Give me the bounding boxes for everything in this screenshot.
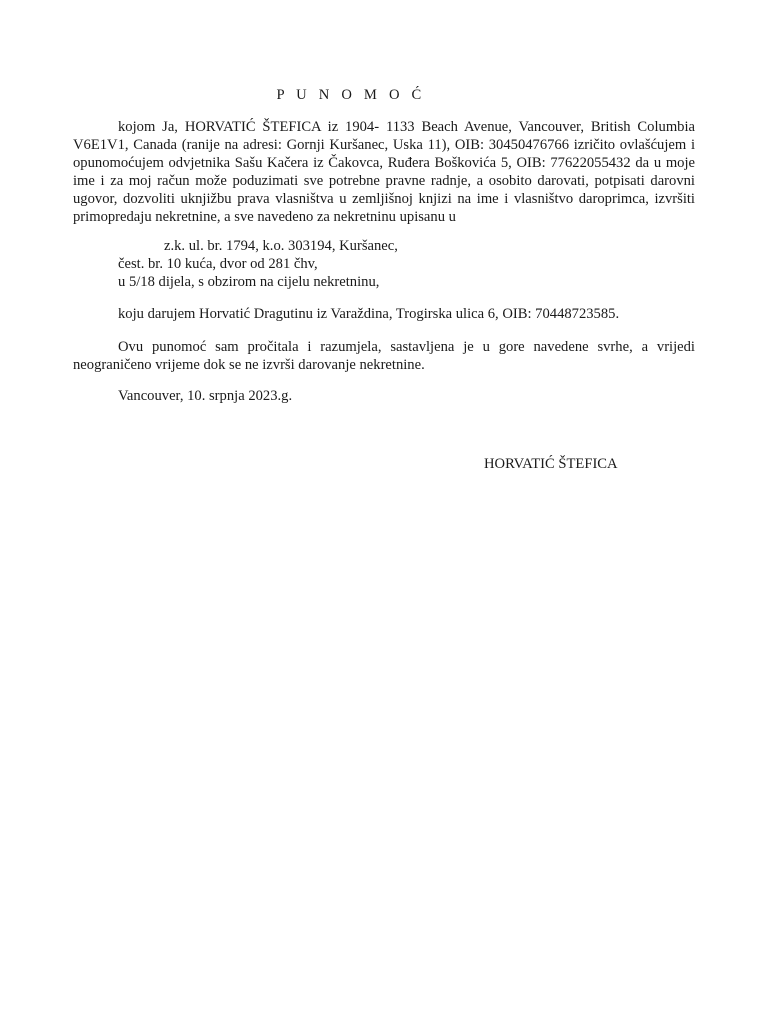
signature-name: HORVATIĆ ŠTEFICA	[484, 456, 618, 472]
place-date: Vancouver, 10. srpnja 2023.g.	[118, 388, 293, 404]
property-description	[118, 237, 398, 291]
closing-paragraph	[73, 338, 695, 374]
donee-paragraph	[73, 305, 695, 323]
property-line-3: u 5/18 dijela, s obzirom na cijelu nekretninu,	[118, 274, 380, 290]
property-line-2: čest. br. 10 kuća, dvor od 281 čhv,	[118, 256, 318, 272]
document-title: P U N O M O Ć	[276, 87, 426, 103]
closing-text: Ovu punomoć sam pročitala i razumjela, sastavljena je u gore navedene svrhe, a vrijedi neograničeno vrijeme dok se ne izvrši darovanje nekretnine.	[73, 339, 695, 373]
intro-text: kojom Ja, HORVATIĆ ŠTEFICA iz 1904- 1133 Beach Avenue, Vancouver, British Columbia V6E1V1, Canada (ranije na adresi: Gornji Kuršanec, Uska 11), OIB: 30450476766 izričito ovlašćujem i opunomoćujem odvjetnika Sašu Kačera iz Čakovca, Ruđera Boškovića 5, OIB: 77622055432 da u moje ime i za moj račun može poduzimati sve potrebne pravne radnje, a osobito darovati, potpisati darovni ugovor, dozvoliti uknjižbu prava vlasništva u zemljišnoj knjizi na ime i vlasništvo daroprimca, izvršiti primopredaju nekretnine, a sve navedeno za nekretninu upisanu u	[73, 119, 695, 225]
property-line-1: z.k. ul. br. 1794, k.o. 303194, Kuršanec,	[164, 238, 398, 254]
intro-paragraph	[73, 118, 695, 226]
donee-text: koju darujem Horvatić Dragutinu iz Varaždina, Trogirska ulica 6, OIB: 70448723585.	[118, 306, 620, 322]
